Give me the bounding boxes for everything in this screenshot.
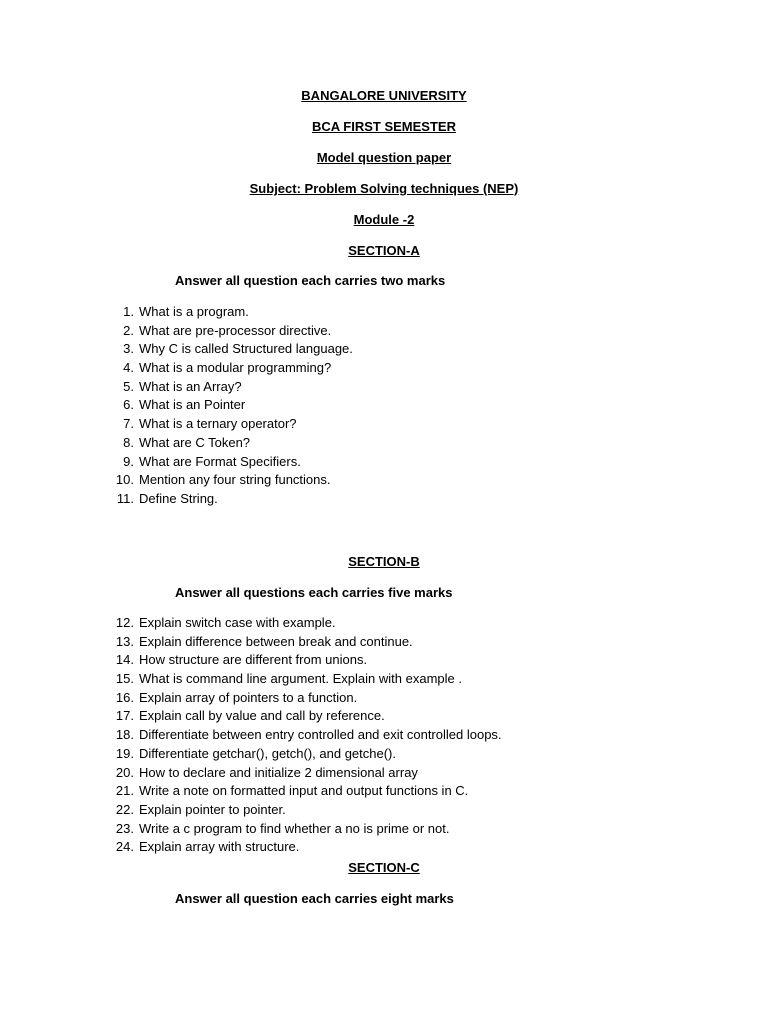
section-a-instruction: Answer all question each carries two marks <box>175 273 446 288</box>
question-text: How to declare and initialize 2 dimensional array <box>139 764 418 780</box>
section-a-question-list <box>0 303 768 509</box>
question-text: What are C Token? <box>139 434 251 450</box>
list-item <box>0 396 768 415</box>
question-text: What are Format Specifiers. <box>139 453 301 469</box>
module-title: Module -2 <box>353 212 415 227</box>
university-title: BANGALORE UNIVERSITY <box>301 88 467 103</box>
question-number: 12. <box>115 615 134 630</box>
section-c-instruction: Answer all question each carries eight marks <box>175 891 454 906</box>
list-item <box>0 651 768 670</box>
question-number: 16. <box>115 689 134 705</box>
question-number: 23. <box>115 820 134 836</box>
question-number: 15. <box>115 671 134 687</box>
list-item <box>0 726 768 745</box>
question-text: Write a note on formatted input and output functions in C. <box>139 783 469 799</box>
section-c-title: SECTION-C <box>348 860 420 875</box>
question-text: What is an Array? <box>139 378 242 394</box>
question-number: 5. <box>123 378 134 394</box>
question-number: 9. <box>123 453 134 469</box>
list-item <box>0 633 768 652</box>
question-text: What is a modular programming? <box>139 360 332 376</box>
question-number: 17. <box>115 708 134 724</box>
list-item <box>0 670 768 689</box>
question-text: What are pre-processor directive. <box>139 322 332 338</box>
question-number: 14. <box>115 652 134 668</box>
list-item <box>0 471 768 490</box>
question-number: 4. <box>123 360 134 376</box>
section-b-instruction: Answer all questions each carries five marks <box>175 585 453 600</box>
question-text: Explain array with structure. <box>139 839 300 855</box>
list-item <box>0 322 768 341</box>
list-item <box>0 707 768 726</box>
question-text: What is a ternary operator? <box>139 416 297 432</box>
question-text: How structure are different from unions. <box>139 652 368 668</box>
list-item <box>0 764 768 783</box>
question-number: 2. <box>123 322 134 338</box>
list-item <box>0 614 768 633</box>
question-number: 6. <box>123 397 134 413</box>
subject-title: Subject: Problem Solving techniques (NEP) <box>249 181 519 196</box>
question-text: Why C is called Structured language. <box>139 341 353 357</box>
question-number: 13. <box>115 633 134 649</box>
question-number: 10. <box>115 472 134 488</box>
question-number: 22. <box>115 801 134 817</box>
list-item <box>0 820 768 839</box>
question-text: What is an Pointer <box>139 397 246 413</box>
question-text: Differentiate getchar(), getch(), and getche(). <box>139 745 396 761</box>
list-item <box>0 415 768 434</box>
semester-title: BCA FIRST SEMESTER <box>312 119 456 134</box>
list-item <box>0 303 768 322</box>
question-number: 8. <box>123 434 134 450</box>
question-number: 1. <box>123 304 134 319</box>
list-item <box>0 490 768 509</box>
question-text: What is a program. <box>139 304 249 319</box>
list-item <box>0 453 768 472</box>
question-text: Explain switch case with example. <box>139 615 336 630</box>
question-number: 7. <box>123 416 134 432</box>
question-text: Write a c program to find whether a no is prime or not. <box>139 820 450 836</box>
paper-title: Model question paper <box>316 150 452 165</box>
section-b-title: SECTION-B <box>348 554 420 569</box>
list-item <box>0 340 768 359</box>
question-number: 20. <box>115 764 134 780</box>
question-text: Differentiate between entry controlled and exit controlled loops. <box>139 727 502 743</box>
question-number: 3. <box>123 341 134 357</box>
section-b-question-list <box>0 614 768 857</box>
question-text: What is command line argument. Explain with example . <box>139 671 462 687</box>
question-number: 18. <box>115 727 134 743</box>
list-item <box>0 434 768 453</box>
list-item <box>0 801 768 820</box>
question-number: 24. <box>115 839 134 855</box>
question-text: Mention any four string functions. <box>139 472 331 488</box>
list-item <box>0 745 768 764</box>
question-text: Define String. <box>139 490 218 506</box>
question-text: Explain array of pointers to a function. <box>139 689 358 705</box>
list-item <box>0 378 768 397</box>
list-item <box>0 782 768 801</box>
question-number: 19. <box>115 745 134 761</box>
question-number: 21. <box>115 783 134 799</box>
list-item <box>0 689 768 708</box>
question-text: Explain difference between break and continue. <box>139 633 413 649</box>
question-text: Explain pointer to pointer. <box>139 801 286 817</box>
section-a-title: SECTION-A <box>348 243 420 258</box>
question-text: Explain call by value and call by reference. <box>139 708 385 724</box>
list-item <box>0 838 768 857</box>
question-number: 11. <box>116 490 134 506</box>
list-item <box>0 359 768 378</box>
